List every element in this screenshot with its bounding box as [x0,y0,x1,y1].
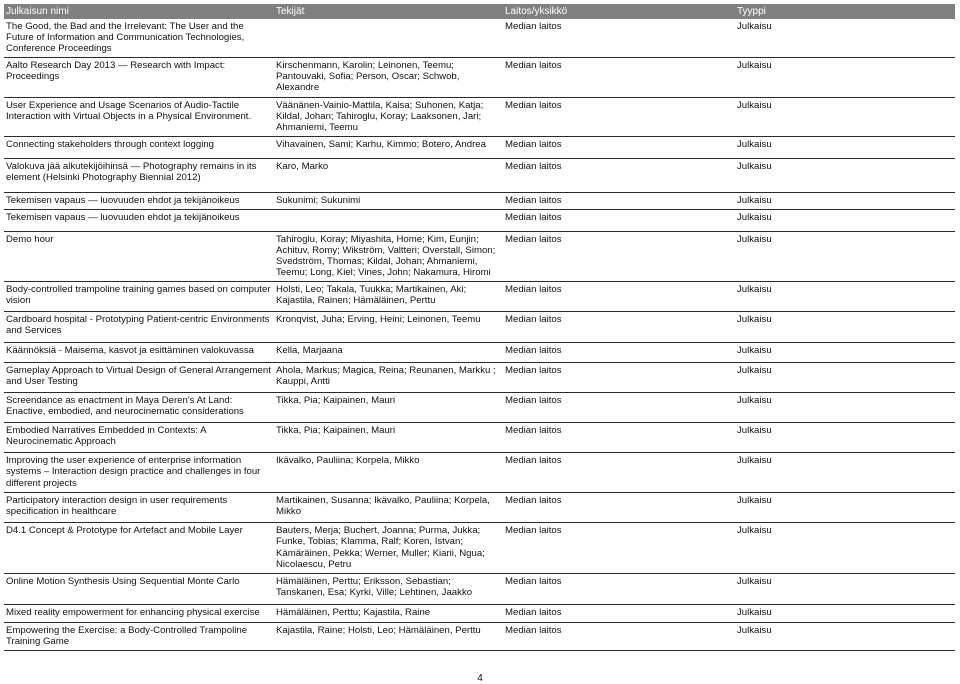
publication-name-cell: Empowering the Exercise: a Body-Controlled Trampoline Training Game [4,622,274,650]
authors-cell: Bauters, Merja; Buchert, Joanna; Purma, Jukka; Funke, Tobias; Klamma, Ralf; Koren, Istvan; Kämäräinen, Pekka; Werner, Muller; Kiarii, Ngua; Nicolaescu, Petru [274,523,503,573]
publication-name-cell: Aalto Research Day 2013 — Research with Impact: Proceedings [4,58,274,97]
authors-cell: Martikainen, Susanna; Ikävalko, Pauliina; Korpela, Mikko [274,493,503,523]
unit-cell: Median laitos [503,423,735,453]
header-type: Tyyppi [735,4,955,19]
authors-cell: Kajastila, Raine; Holsti, Leo; Hämäläinen, Perttu [274,622,503,650]
unit-cell: Median laitos [503,573,735,604]
table-row [4,423,955,453]
unit-cell: Median laitos [503,158,735,192]
authors-cell [274,209,503,231]
publication-name-cell: Valokuva jää alkutekijöihinsä — Photography remains in its element (Helsinki Photography Biennial 2012) [4,158,274,192]
publication-name-cell: D4.1 Concept & Prototype for Artefact and Mobile Layer [4,523,274,573]
table-row [4,312,955,343]
table-row [4,192,955,209]
table-row [4,97,955,136]
type-cell: Julkaisu [735,393,955,423]
type-cell: Julkaisu [735,453,955,493]
table-row [4,453,955,493]
unit-cell: Median laitos [503,312,735,343]
publication-name-cell: Demo hour [4,231,274,281]
type-cell: Julkaisu [735,493,955,523]
unit-cell: Median laitos [503,493,735,523]
type-cell: Julkaisu [735,343,955,363]
publication-name-cell: Improving the user experience of enterprise information systems – Interaction design practice and challenges in four different projects [4,453,274,493]
table-row [4,363,955,393]
type-cell: Julkaisu [735,97,955,136]
table-row [4,158,955,192]
type-cell: Julkaisu [735,192,955,209]
unit-cell: Median laitos [503,97,735,136]
publication-name-cell: User Experience and Usage Scenarios of Audio-Tactile Interaction with Virtual Objects in a Physical Environment. [4,97,274,136]
unit-cell: Median laitos [503,363,735,393]
type-cell: Julkaisu [735,523,955,573]
publication-name-cell: Gameplay Approach to Virtual Design of General Arrangement and User Testing [4,363,274,393]
publication-name-cell: Cardboard hospital - Prototyping Patient-centric Environments and Services [4,312,274,343]
table-row [4,343,955,363]
authors-cell: Tikka, Pia; Kaipainen, Mauri [274,393,503,423]
header-unit: Laitos/yksikkö [503,4,735,19]
table-row [4,622,955,650]
authors-cell: Ahola, Markus; Magica, Reina; Reunanen, Markku ; Kauppi, Antti [274,363,503,393]
authors-cell: Kronqvist, Juha; Erving, Heini; Leinonen, Teemu [274,312,503,343]
unit-cell: Median laitos [503,136,735,158]
header-publication-name: Julkaisun nimi [4,4,274,19]
table-body [4,19,955,650]
page-number: 4 [477,673,483,684]
type-cell: Julkaisu [735,19,955,58]
authors-cell: Kirschenmann, Karolin; Leinonen, Teemu; Pantouvaki, Sofia; Person, Oscar; Schwob, Alexandre [274,58,503,97]
publication-name-cell: Tekemisen vapaus — luovuuden ehdot ja tekijänoikeus [4,192,274,209]
authors-cell: Tahiroglu, Koray; Miyashita, Home; Kim, Eunjin; Achituv, Romy; Wikström, Valtteri; Overstall, Simon; Svedström, Thomas; Kildal, Johan; Ahmaniemi, Teemu; Long, Kiel; Vines, John; Nakamura, Hiromi [274,231,503,281]
unit-cell: Median laitos [503,523,735,573]
type-cell: Julkaisu [735,136,955,158]
publication-name-cell: Connecting stakeholders through context logging [4,136,274,158]
type-cell: Julkaisu [735,58,955,97]
authors-cell: Sukunimi; Sukunimi [274,192,503,209]
authors-cell [274,19,503,58]
type-cell: Julkaisu [735,282,955,312]
type-cell: Julkaisu [735,622,955,650]
table-row [4,282,955,312]
type-cell: Julkaisu [735,209,955,231]
publication-name-cell: Embodied Narratives Embedded in Contexts: A Neurocinematic Approach [4,423,274,453]
unit-cell: Median laitos [503,393,735,423]
unit-cell: Median laitos [503,231,735,281]
authors-cell: Hämäläinen, Perttu; Eriksson, Sebastian; Tanskanen, Esa; Kyrki, Ville; Lehtinen, Jaakko [274,573,503,604]
authors-cell: Tikka, Pia; Kaipainen, Mauri [274,423,503,453]
authors-cell: Karo, Marko [274,158,503,192]
authors-cell: Hämäläinen, Perttu; Kajastila, Raine [274,604,503,622]
table-row [4,604,955,622]
publication-name-cell: Käännöksiä - Maisema, kasvot ja esittäminen valokuvassa [4,343,274,363]
type-cell: Julkaisu [735,604,955,622]
authors-cell: Väänänen-Vainio-Mattila, Kaisa; Suhonen, Katja; Kildal, Johan; Tahiroglu, Koray; Laaksonen, Jari; Ahmaniemi, Teemu [274,97,503,136]
table-row [4,19,955,58]
type-cell: Julkaisu [735,158,955,192]
table-row [4,573,955,604]
publication-name-cell: Participatory interaction design in user requirements specification in healthcare [4,493,274,523]
type-cell: Julkaisu [735,423,955,453]
type-cell: Julkaisu [735,312,955,343]
authors-cell: Kella, Marjaana [274,343,503,363]
unit-cell: Median laitos [503,604,735,622]
publications-table [4,4,955,651]
table-row [4,209,955,231]
type-cell: Julkaisu [735,363,955,393]
unit-cell: Median laitos [503,343,735,363]
unit-cell: Median laitos [503,282,735,312]
unit-cell: Median laitos [503,453,735,493]
authors-cell: Ikävalko, Pauliina; Korpela, Mikko [274,453,503,493]
publication-name-cell: Tekemisen vapaus — luovuuden ehdot ja tekijänoikeus [4,209,274,231]
table-row [4,523,955,573]
table-row [4,393,955,423]
publication-name-cell: Online Motion Synthesis Using Sequential Monte Carlo [4,573,274,604]
unit-cell: Median laitos [503,19,735,58]
unit-cell: Median laitos [503,192,735,209]
publication-name-cell: Body-controlled trampoline training games based on computer vision [4,282,274,312]
table-row [4,493,955,523]
unit-cell: Median laitos [503,622,735,650]
publication-name-cell: Screendance as enactment in Maya Deren's At Land: Enactive, embodied, and neurocinematic considerations [4,393,274,423]
unit-cell: Median laitos [503,58,735,97]
table-row [4,58,955,97]
table-row [4,231,955,281]
publication-name-cell: The Good, the Bad and the Irrelevant: The User and the Future of Information and Communication Technologies, Conference Proceedings [4,19,274,58]
authors-cell: Holsti, Leo; Takala, Tuukka; Martikainen, Aki; Kajastila, Rainen; Hämäläinen, Perttu [274,282,503,312]
publication-list [4,4,955,651]
publication-name-cell: Mixed reality empowerment for enhancing physical exercise [4,604,274,622]
type-cell: Julkaisu [735,231,955,281]
unit-cell: Median laitos [503,209,735,231]
table-row [4,136,955,158]
type-cell: Julkaisu [735,573,955,604]
authors-cell: Vihavainen, Sami; Karhu, Kimmo; Botero, Andrea [274,136,503,158]
header-authors: Tekijät [274,4,503,19]
table-header-row [4,4,955,19]
